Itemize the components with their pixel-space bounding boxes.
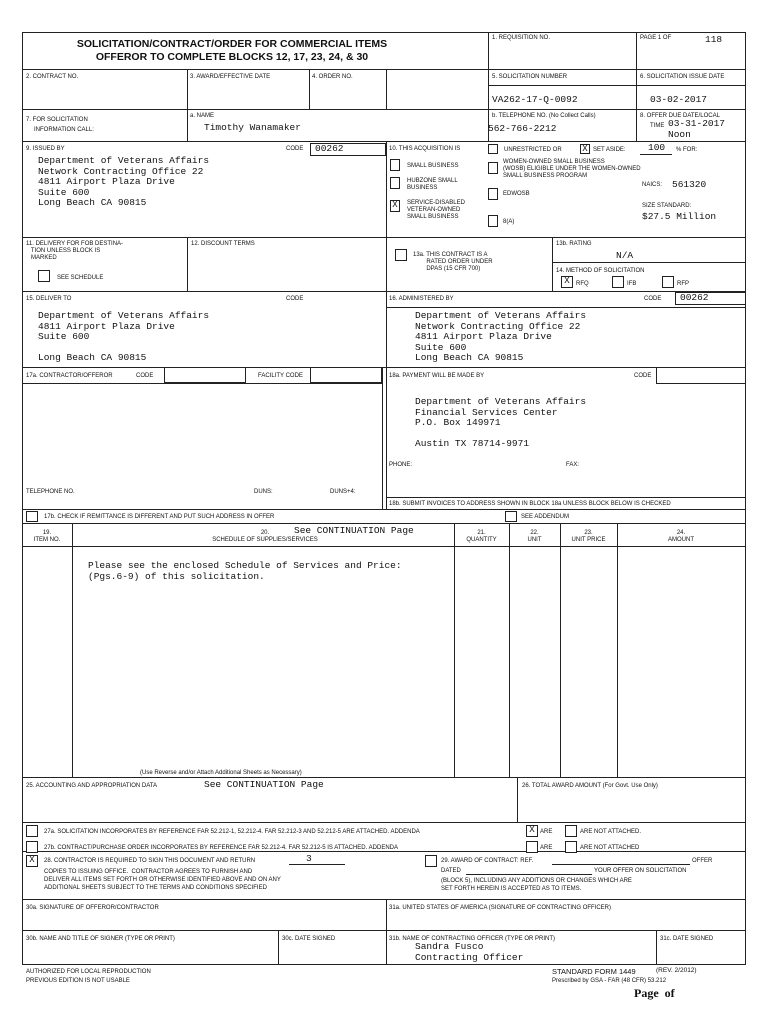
order-no-label: 4. ORDER NO. — [312, 74, 353, 80]
issued-code-label: CODE — [286, 146, 304, 152]
contact-name[interactable]: Timothy Wanamaker — [204, 122, 301, 133]
clause-27b-checkbox[interactable] — [26, 841, 38, 853]
delivery-label: 11. DELIVERY FOR FOB DESTINA- TION UNLESS BLOCK IS MARKED — [26, 241, 124, 261]
deliver-code-label: CODE — [286, 296, 304, 302]
unrestricted-checkbox[interactable] — [488, 144, 498, 154]
time-label: TIME — [650, 123, 665, 129]
contractor-code-label: CODE — [136, 373, 154, 379]
payment-address: Department of Veterans Affairs Financial Services Center P.O. Box 149971 Austin TX 78714-9971 — [415, 396, 587, 450]
issue-date[interactable]: 03-02-2017 — [650, 94, 708, 105]
col-unit: 22. UNIT — [527, 530, 542, 543]
submit-invoices-label: 18b. SUBMIT INVOICES TO ADDRESS SHOWN IN BLOCK 18a UNLESS BLOCK BELOW IS CHECKED — [389, 501, 671, 507]
footer-form-name: STANDARD FORM 1449 — [552, 967, 636, 976]
officer-name: Sandra Fusco Contracting Officer — [415, 941, 524, 963]
are-27b-checkbox[interactable] — [526, 841, 538, 853]
rfq-checkbox[interactable]: X — [561, 276, 573, 288]
rated-order-label: 13a. THIS CONTRACT IS A RATED ORDER UNDER DPAS (15 CFR 700) — [413, 252, 493, 272]
items-body: Please see the enclosed Schedule of Services and Price: (Pgs.6-9) of this solicitation. — [88, 560, 402, 582]
form-title: SOLICITATION/CONTRACT/ORDER FOR COMMERCIAL ITEMS — [76, 38, 388, 50]
hubzone-checkbox[interactable] — [390, 177, 400, 189]
ifb-checkbox[interactable] — [612, 276, 624, 288]
administered-by-label: 16. ADMINISTERED BY — [389, 296, 454, 302]
eight-a-label: 8(A) — [503, 219, 515, 225]
facility-code-label: FACILITY CODE — [258, 373, 303, 379]
col-schedule: 20. SCHEDULE OF SUPPLIES/SERVICES — [212, 530, 318, 543]
facility-code-box[interactable] — [310, 367, 382, 383]
rfp-checkbox[interactable] — [662, 276, 674, 288]
are-not-27a-checkbox[interactable] — [565, 825, 577, 837]
telephone-no-label: TELEPHONE NO. — [26, 489, 75, 495]
issued-by-label: 9. ISSUED BY — [26, 146, 65, 152]
col-quantity: 21. QUANTITY — [466, 530, 497, 543]
deliver-to-label: 15. DELIVER TO — [26, 296, 72, 302]
naics-label: NAICS: — [642, 182, 663, 188]
set-aside-label: SET ASIDE: — [593, 147, 626, 153]
payment-code-label: CODE — [634, 373, 652, 379]
clause-28-checkbox[interactable]: X — [26, 855, 38, 867]
rating-value[interactable]: N/A — [616, 250, 634, 261]
remittance-checkbox[interactable] — [26, 511, 38, 522]
signer-name-label: 30b. NAME AND TITLE OF SIGNER (TYPE OR PRINT) — [26, 936, 175, 942]
are-27a-label: ARE — [540, 829, 553, 835]
deliver-address: Department of Veterans Affairs 4811 Airport Plaza Drive Suite 600 Long Beach CA 90815 — [38, 310, 210, 364]
sdvosb-checkbox[interactable]: X — [390, 200, 400, 212]
contractor-code-box[interactable] — [164, 367, 246, 383]
col-schedule-value: See CONTINUATION Page — [294, 525, 414, 536]
edwosb-label: EDWOSB — [503, 191, 530, 197]
clause-29-label: 29. AWARD OF CONTRACT: REF. — [441, 858, 534, 864]
contractor-label: 17a. CONTRACTOR/OFFEROR — [26, 373, 113, 379]
rfp-label: RFP — [677, 281, 689, 287]
set-aside-checkbox[interactable]: X — [580, 144, 590, 154]
rating-label: 13b. RATING — [556, 241, 592, 247]
col-amount: 24. AMOUNT — [668, 530, 694, 543]
issued-code-box[interactable] — [310, 143, 386, 156]
clause-28-copies[interactable]: 3 — [306, 853, 312, 864]
wosb-label: WOMEN-OWNED SMALL BUSINESS (WOSB) ELIGIBLE UNDER THE WOMEN-OWNED SMALL BUSINESS PROGRAM — [503, 159, 641, 179]
for-solicitation-label: 7. FOR SOLICITATION — [26, 117, 88, 123]
solicitation-number[interactable]: VA262-17-Q-0092 — [492, 94, 578, 105]
small-business-label: SMALL BUSINESS — [407, 163, 459, 169]
col-item-no: 19. ITEM NO. — [33, 530, 61, 543]
discount-terms-label: 12. DISCOUNT TERMS — [191, 241, 255, 247]
date-signed-31c-label: 31c. DATE SIGNED — [660, 936, 714, 942]
clause-29-offer: OFFER — [692, 858, 713, 864]
edwosb-checkbox[interactable] — [488, 188, 498, 200]
payment-label: 18a. PAYMENT WILL BE MADE BY — [389, 373, 485, 379]
duns4-label: DUNS+4: — [330, 489, 356, 495]
items-note: (Use Reverse and/or Attach Additional Sheets as Necessary) — [140, 770, 302, 776]
hubzone-label: HUBZONE SMALL BUSINESS — [407, 178, 458, 191]
payment-fax-label: FAX: — [566, 462, 580, 468]
admin-code-label: CODE — [644, 296, 662, 302]
admin-code: 00262 — [680, 292, 709, 303]
size-standard[interactable]: $27.5 Million — [642, 211, 717, 222]
info-call-label: INFORMATION CALL: — [34, 127, 94, 133]
are-not-27b-label: ARE NOT ATTACHED — [580, 845, 640, 851]
are-27b-label: ARE — [540, 845, 553, 851]
footer-page-of: Page of — [634, 986, 675, 1000]
page-total: 118 — [705, 34, 723, 45]
duns-label: DUNS: — [254, 489, 273, 495]
clause-29-checkbox[interactable] — [425, 855, 437, 867]
footer-revision: (REV. 2/2012) — [656, 967, 697, 974]
rated-order-checkbox[interactable] — [395, 249, 407, 261]
signature-offeror-label: 30a. SIGNATURE OF OFFEROR/CONTRACTOR — [26, 905, 159, 911]
payment-phone-label: PHONE: — [389, 462, 413, 468]
footer-prescribed: Prescribed by GSA - FAR (48 CFR) 53.212 — [552, 978, 667, 984]
name-label: a. NAME — [190, 113, 215, 119]
percent-for-label: % FOR: — [676, 147, 698, 153]
clause-27b-label: 27b. CONTRACT/PURCHASE ORDER INCORPORATES BY REFERENCE FAR 52.212-4. FAR 52.212-5 IS ATTACHED. ADDENDA — [44, 845, 398, 851]
form-subtitle: OFFEROR TO COMPLETE BLOCKS 12, 17, 23, 24, & 30 — [95, 51, 369, 63]
admin-address: Department of Veterans Affairs Network Contracting Office 22 4811 Airport Plaza Drive Suite 600 Long Beach CA 90815 — [415, 310, 587, 364]
clause-29-your-offer: YOUR OFFER ON SOLICITATION — [594, 868, 687, 874]
are-not-27a-label: ARE NOT ATTACHED. — [580, 829, 642, 835]
clause-27a-checkbox[interactable] — [26, 825, 38, 837]
naics-code[interactable]: 561320 — [672, 179, 707, 190]
see-addendum-checkbox[interactable] — [505, 511, 517, 522]
offer-due-label: 8. OFFER DUE DATE/LOCAL — [640, 113, 720, 119]
contract-no-label: 2. CONTRACT NO. — [26, 74, 79, 80]
footer-reproduction: AUTHORIZED FOR LOCAL REPRODUCTION PREVIOUS EDITION IS NOT USABLE — [26, 969, 151, 984]
remittance-label: 17b. CHECK IF REMITTANCE IS DIFFERENT AND PUT SUCH ADDRESS IN OFFER — [44, 514, 275, 520]
award-date-label: 3. AWARD/EFFECTIVE DATE — [190, 74, 271, 80]
admin-code-box[interactable] — [675, 292, 746, 305]
ifb-label: IFB — [627, 281, 637, 287]
issued-code: 00262 — [315, 143, 344, 154]
are-27a-checkbox[interactable]: X — [526, 825, 538, 837]
clause-29-text: (BLOCK 5), INCLUDING ANY ADDITIONS OR CHANGES WHICH ARE SET FORTH HEREIN IS ACCEPTED AS TO ITEMS. — [441, 878, 632, 892]
see-schedule-checkbox[interactable] — [38, 270, 50, 282]
unrestricted-label: UNRESTRICTED OR — [504, 147, 562, 153]
see-schedule-label: SEE SCHEDULE — [57, 275, 104, 281]
page-label: PAGE 1 OF — [640, 35, 672, 41]
issue-date-label: 6. SOLICITATION ISSUE DATE — [640, 74, 725, 80]
acquisition-label: 10. THIS ACQUISITION IS — [389, 146, 461, 152]
rfq-label: RFQ — [576, 281, 589, 287]
accounting-label: 25. ACCOUNTING AND APPROPRIATION DATA — [26, 783, 158, 789]
are-not-27b-checkbox[interactable] — [565, 841, 577, 853]
see-addendum-label: SEE ADDENDUM — [521, 514, 570, 520]
requisition-label: 1. REQUISITION NO. — [492, 35, 551, 41]
sdvosb-label: SERVICE-DISABLED VETERAN-OWNED SMALL BUSINESS — [407, 200, 465, 220]
eight-a-checkbox[interactable] — [488, 215, 498, 227]
officer-name-label: 31b. NAME OF CONTRACTING OFFICER (TYPE OR PRINT) — [389, 936, 556, 942]
clause-27a-label: 27a. SOLICITATION INCORPORATES BY REFERENCE FAR 52.212-1, 52.212-4. FAR 52.212-3 AND 52.212-5 ARE ATTACHED. ADDENDA — [44, 829, 420, 835]
issued-address: Department of Veterans Affairs Network Contracting Office 22 4811 Airport Plaza Drive Suite 600 Long Beach CA 90815 — [38, 155, 210, 209]
offer-due-time[interactable]: Noon — [668, 129, 691, 140]
small-business-checkbox[interactable] — [390, 159, 400, 171]
wosb-checkbox[interactable] — [488, 162, 498, 174]
contact-phone[interactable]: 562-766-2212 — [488, 123, 557, 134]
telephone-label: b. TELEPHONE NO. (No Collect Calls) — [492, 113, 596, 119]
clause-28-text: COPIES TO ISSUING OFFICE. CONTRACTOR AGREES TO FURNISH AND DELIVER ALL ITEMS SET FORTH OR OTHERWISE IDENTIFIED ABOVE AND ON ANY ADDITIONAL SHEETS SUBJECT TO THE TERMS AND CONDITIONS SPECIFIED — [44, 869, 281, 891]
method-label: 14. METHOD OF SOLICITATION — [556, 268, 645, 274]
clause-29-dated: DATED — [441, 868, 461, 874]
clause-28-label: 28. CONTRACTOR IS REQUIRED TO SIGN THIS DOCUMENT AND RETURN — [44, 858, 256, 864]
offer-due-date[interactable]: 03-31-2017 — [668, 118, 726, 129]
date-signed-30c-label: 30c. DATE SIGNED — [282, 936, 336, 942]
set-aside-percent[interactable]: 100 — [648, 142, 666, 153]
accounting-value: See CONTINUATION Page — [204, 779, 324, 790]
col-unit-price: 23. UNIT PRICE — [571, 530, 606, 543]
signature-officer-label: 31a. UNITED STATES OF AMERICA (SIGNATURE OF CONTRACTING OFFICER) — [389, 905, 612, 911]
size-standard-label: SIZE STANDARD: — [642, 203, 692, 209]
total-award-label: 26. TOTAL AWARD AMOUNT (For Govt. Use Only) — [522, 783, 658, 789]
solicitation-number-label: 5. SOLICITATION NUMBER — [492, 74, 568, 80]
